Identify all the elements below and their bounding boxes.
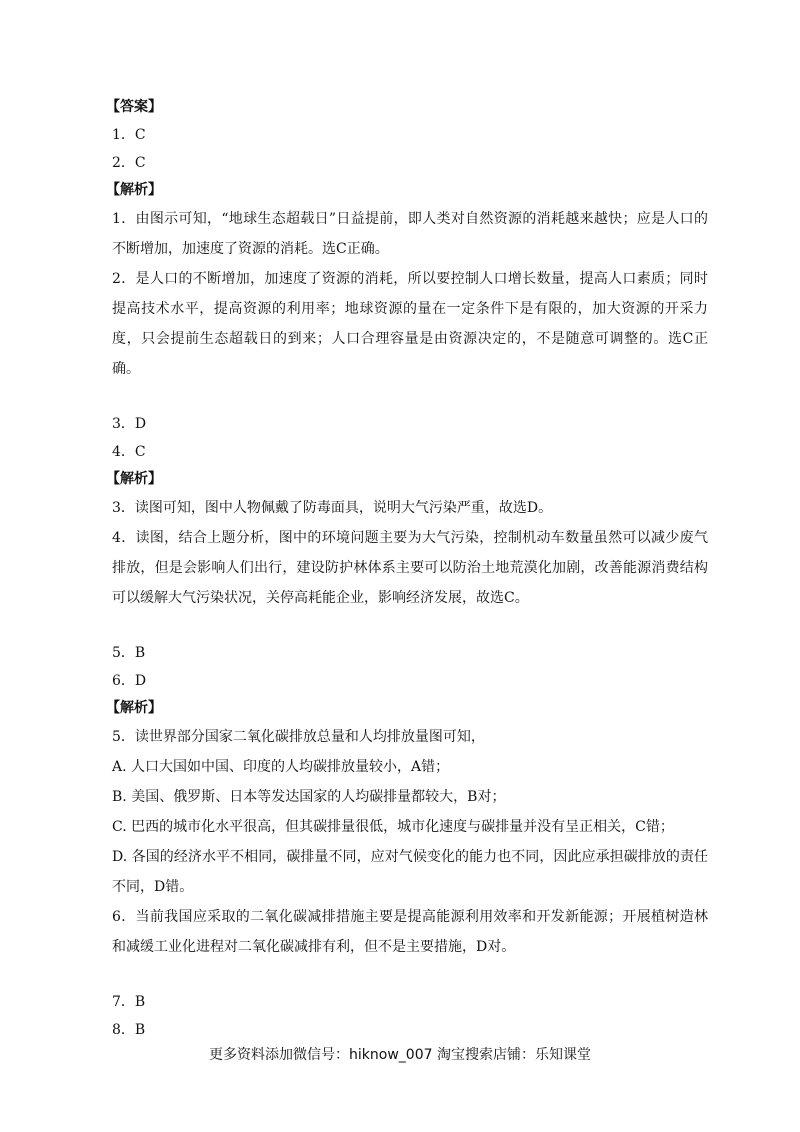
analysis-heading: 【解析】 xyxy=(106,182,162,198)
page-footer: 更多资料添加微信号：hiknow_007 淘宝搜索店铺：乐知课堂 xyxy=(209,1047,591,1063)
answers-heading: 【答案】 xyxy=(106,99,162,115)
analysis-paragraph: 2．是人口的不断增加，加速度了资源的消耗，所以要控制人口增长数量，提高人口素质；同时提高技术水平，提高资源的利用率；地球资源的量在一定条件下是有限的，加大资源的开采力度，只会提前生态超载日的到来；人口合理容量是由资源决定的，不是随意可调整的。选C正确。 xyxy=(112,271,708,377)
answer-line: 2．C xyxy=(112,155,146,171)
answer-line: 4．C xyxy=(112,444,146,460)
section-gap xyxy=(112,384,708,410)
analysis-option: A. 人口大国如中国、印度的人均碳排放量较小，A错； xyxy=(112,759,450,775)
answer-line: 6．D xyxy=(112,673,147,689)
analysis-paragraph: 4．读图，结合上题分析，图中的环境问题主要为大气污染，控制机动车数量虽然可以减少废气排放，但是会影响人们出行，建设防护林体系主要可以防治土地荒漠化加剧，改善能源消费结构可以缓解大气污染状况，关停高耗能企业，影响经济发展，故选C。 xyxy=(112,530,708,606)
analysis-heading: 【解析】 xyxy=(106,700,162,716)
answer-line: 5．B xyxy=(112,645,146,661)
section-gap xyxy=(112,962,708,988)
analysis-heading: 【解析】 xyxy=(106,471,162,487)
answer-line: 7．B xyxy=(112,994,146,1010)
analysis-paragraph: 3．读图可知，图中人物佩戴了防毒面具，说明大气污染严重，故选D。 xyxy=(112,500,553,516)
answer-content xyxy=(106,94,708,1044)
analysis-paragraph: 1．由图示可知，“地球生态超载日”日益提前，即人类对自然资源的消耗越来越快；应是人口的不断增加，加速度了资源的消耗。选C正确。 xyxy=(112,211,708,257)
answer-line: 8．B xyxy=(112,1022,146,1038)
answer-line: 1．C xyxy=(112,127,146,143)
analysis-paragraph: 6．当前我国应采取的二氧化碳减排措施主要是提高能源利用效率和开发新能源；开展植树造林和减缓工业化进程对二氧化碳减排有利，但不是主要措施，D对。 xyxy=(112,909,708,955)
section-gap xyxy=(112,613,708,639)
analysis-option: B. 美国、俄罗斯、日本等发达国家的人均碳排量都较大，B对； xyxy=(112,789,506,805)
analysis-paragraph: 5．读世界部分国家二氧化碳排放总量和人均排放量图可知， xyxy=(112,729,485,745)
analysis-option: C. 巴西的城市化水平很高，但其碳排量很低，城市化速度与碳排量并没有呈正相关，C错； xyxy=(112,819,674,835)
analysis-option: D. 各国的经济水平不相同，碳排量不同，应对气候变化的能力也不同，因此应承担碳排放的责任不同，D错。 xyxy=(112,849,708,895)
answer-line: 3．D xyxy=(112,416,147,432)
